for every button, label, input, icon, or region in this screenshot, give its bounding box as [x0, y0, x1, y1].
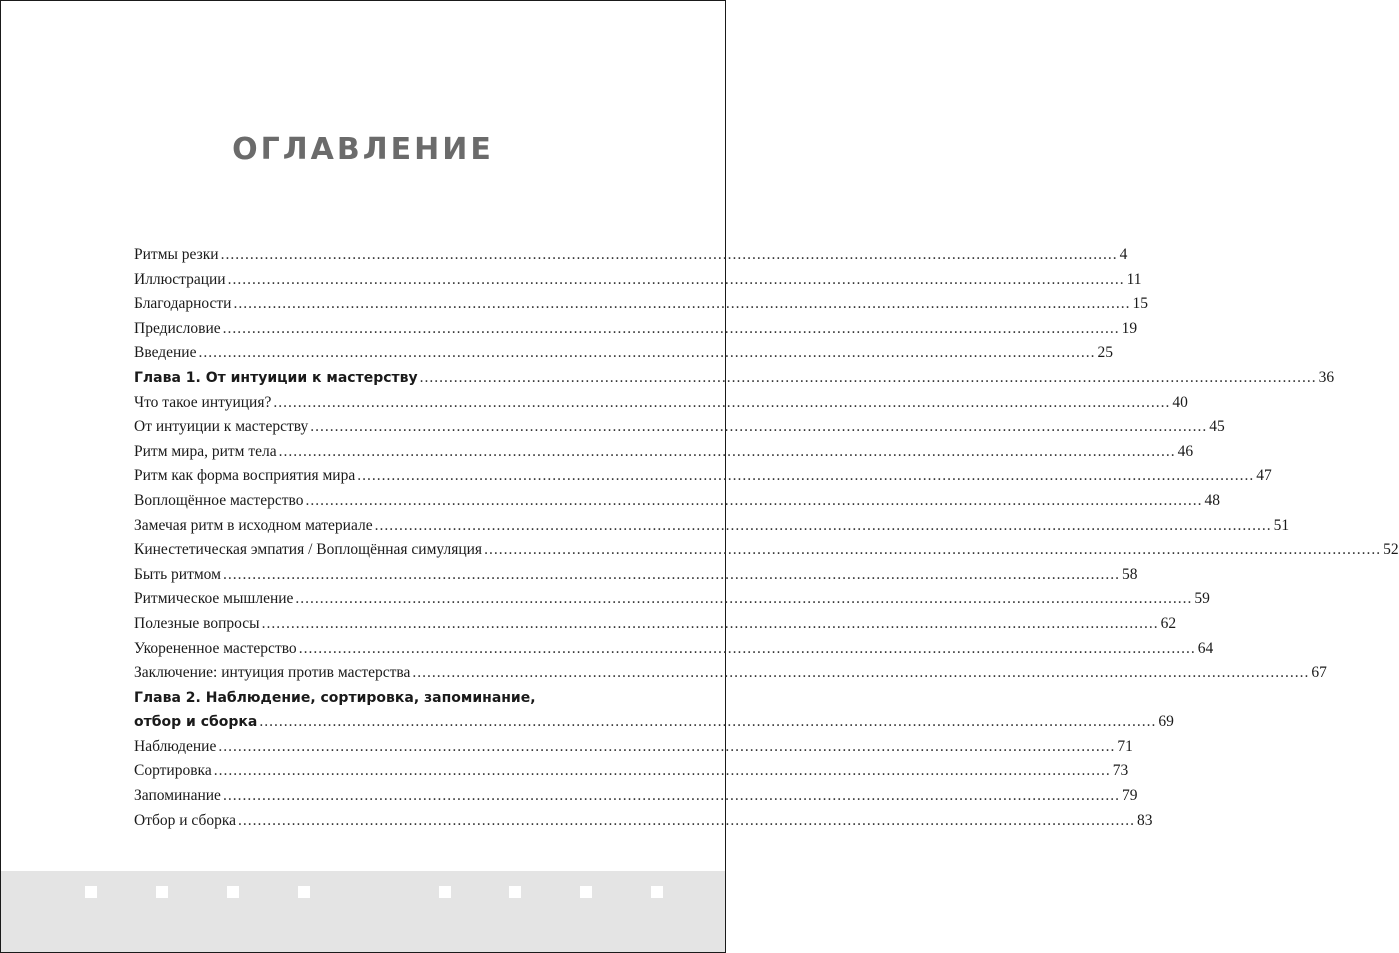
- toc-entry-label: Воплощённое мастерство: [134, 491, 304, 509]
- leader-dots: ........................................................................................................................................................................................: [298, 639, 1196, 657]
- toc-entry-label: Ритм как форма восприятия мира: [134, 467, 356, 485]
- toc-entry: [134, 784, 1138, 809]
- toc-entry: [134, 538, 1399, 563]
- toc-entry-page: 19: [1121, 319, 1138, 337]
- leader-dots: ........................................................................................................................................................................................: [238, 811, 1136, 829]
- leader-dots: ........................................................................................................................................................................................: [484, 541, 1382, 559]
- toc-entry-page: 79: [1121, 787, 1138, 805]
- toc-entry-label: Запоминание: [134, 787, 221, 805]
- leader-dots: ........................................................................................................................................................................................: [305, 491, 1203, 509]
- toc-entry-label: Что такое интуиция?: [134, 393, 272, 411]
- toc-entry-page: 15: [1132, 295, 1148, 313]
- leader-dots: ........................................................................................................................................................................................: [273, 393, 1171, 411]
- toc-entry-label: Быть ритмом: [134, 565, 221, 583]
- table-of-contents: [134, 243, 1399, 833]
- leader-dots: ........................................................................................................................................................................................: [198, 344, 1096, 362]
- footer-square: [227, 886, 239, 898]
- toc-chapter-label: отбор и сборка: [134, 714, 258, 731]
- toc-entry-label: Отбор и сборка: [134, 811, 237, 829]
- toc-entry-page: 71: [1117, 737, 1133, 755]
- toc-entry: [134, 243, 1128, 268]
- toc-entry-label: Ритмы резки: [134, 246, 219, 263]
- toc-entry: [134, 587, 1210, 612]
- toc-entry-page: 11: [1126, 270, 1142, 288]
- toc-entry: [134, 489, 1220, 514]
- toc-entry: [134, 809, 1153, 834]
- leader-dots: ........................................................................................................................................................................................: [222, 565, 1120, 583]
- leader-dots: ........................................................................................................................................................................................: [220, 246, 1118, 263]
- toc-entry-page: 51: [1273, 516, 1290, 534]
- leader-dots: ........................................................................................................................................................................................: [295, 590, 1193, 608]
- leader-dots: ........................................................................................................................................................................................: [259, 713, 1157, 731]
- toc-chapter-label: Глава 1. От интуиции к мастерству: [134, 369, 418, 386]
- toc-entry-page: 64: [1197, 639, 1214, 657]
- toc-entry-page: 67: [1311, 664, 1327, 682]
- toc-chapter-entry: [134, 366, 1335, 391]
- toc-entry-label: Кинестетическая эмпатия / Воплощённая симуляция: [134, 541, 483, 559]
- toc-entry-page: 62: [1160, 614, 1177, 632]
- toc-entry: [134, 391, 1188, 416]
- toc-entry-page: 47: [1256, 467, 1272, 485]
- toc-entry: [134, 317, 1138, 342]
- toc-entry: [134, 292, 1148, 317]
- toc-entry-label: Благодарности: [134, 295, 232, 313]
- toc-entry-label: Полезные вопросы: [134, 614, 260, 632]
- toc-entry-label: Иллюстрации: [134, 270, 226, 288]
- toc-entry-page: 58: [1121, 565, 1138, 583]
- leader-dots: ........................................................................................................................................................................................: [419, 368, 1317, 386]
- toc-entry-page: 4: [1119, 246, 1128, 263]
- footer-square: [580, 886, 592, 898]
- toc-entry-label: Ритмическое мышление: [134, 590, 294, 608]
- leader-dots: ........................................................................................................................................................................................: [227, 270, 1125, 288]
- toc-entry: [134, 268, 1142, 293]
- toc-entry: [134, 341, 1113, 366]
- leader-dots: ........................................................................................................................................................................................: [222, 787, 1120, 805]
- footer-square: [298, 886, 310, 898]
- toc-entry-label: Введение: [134, 344, 197, 362]
- leader-dots: ........................................................................................................................................................................................: [310, 418, 1208, 436]
- toc-entry-page: 40: [1172, 393, 1188, 411]
- leader-dots: ........................................................................................................................................................................................: [222, 319, 1120, 337]
- toc-entry-page: 48: [1204, 491, 1220, 509]
- footer-square: [651, 886, 663, 898]
- toc-entry: [134, 415, 1225, 440]
- toc-entry-label: Сортировка: [134, 762, 212, 780]
- toc-entry: [134, 759, 1129, 784]
- toc-entry-page: 25: [1097, 344, 1113, 362]
- footer-square: [85, 886, 97, 898]
- toc-entry: [134, 735, 1133, 760]
- leader-dots: ........................................................................................................................................................................................: [357, 467, 1255, 485]
- footer-square: [509, 886, 521, 898]
- toc-entry-label: Предисловие: [134, 319, 221, 337]
- footer-square: [156, 886, 168, 898]
- toc-entry: [134, 637, 1214, 662]
- toc-entry-page: 46: [1177, 442, 1194, 460]
- toc-entry-label: Наблюдение: [134, 737, 217, 755]
- toc-entry-page: 36: [1318, 368, 1335, 386]
- leader-dots: ........................................................................................................................................................................................: [233, 295, 1131, 313]
- toc-entry-label: Замечая ритм в исходном материале: [134, 516, 373, 534]
- leader-dots: ........................................................................................................................................................................................: [412, 664, 1310, 682]
- toc-entry-page: 83: [1137, 811, 1153, 829]
- toc-entry-label: От интуиции к мастерству: [134, 418, 309, 436]
- toc-chapter-label-line1: Глава 2. Наблюдение, сортировка, запоминание,: [134, 689, 536, 706]
- leader-dots: ........................................................................................................................................................................................: [213, 762, 1111, 780]
- leader-dots: ........................................................................................................................................................................................: [218, 737, 1116, 755]
- toc-entry-page: 52: [1383, 541, 1399, 559]
- toc-entry-label: Укорененное мастерство: [134, 639, 297, 657]
- toc-entry-page: 59: [1194, 590, 1210, 608]
- toc-entry: [134, 661, 1327, 686]
- toc-entry-page: 45: [1209, 418, 1225, 436]
- footer-band: [1, 871, 725, 952]
- toc-entry: [134, 612, 1177, 637]
- leader-dots: ........................................................................................................................................................................................: [278, 442, 1176, 460]
- toc-chapter-entry: [134, 710, 1174, 735]
- page-title: ОГЛАВЛЕНИЕ: [232, 132, 494, 167]
- toc-entry: [134, 514, 1290, 539]
- toc-entry: [134, 563, 1138, 588]
- toc-entry-label: Ритм мира, ритм тела: [134, 442, 277, 460]
- toc-entry-page: 73: [1112, 762, 1129, 780]
- toc-entry: [134, 464, 1272, 489]
- toc-entry: [134, 440, 1194, 465]
- toc-entry-page: 69: [1158, 713, 1174, 731]
- leader-dots: ........................................................................................................................................................................................: [261, 614, 1159, 632]
- leader-dots: ........................................................................................................................................................................................: [374, 516, 1272, 534]
- footer-square: [439, 886, 451, 898]
- toc-entry-label: Заключение: интуиция против мастерства: [134, 664, 411, 682]
